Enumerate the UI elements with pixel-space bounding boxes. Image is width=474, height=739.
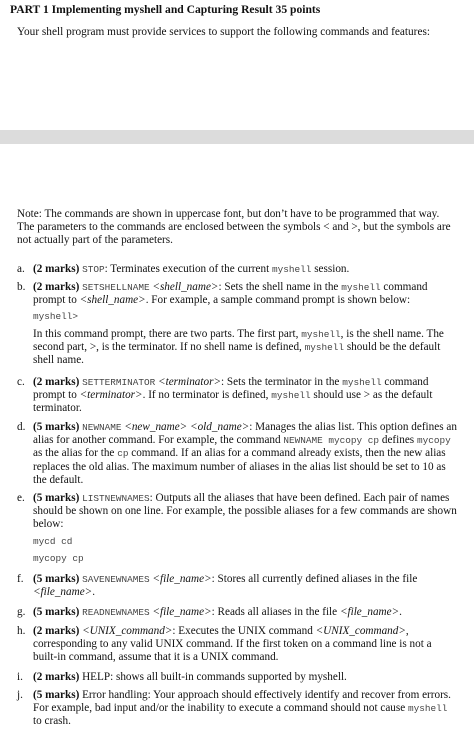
command-argument: <UNIX_command> <box>315 625 406 637</box>
page-title: PART 1 Implementing myshell and Capturing Result 35 points <box>10 3 321 16</box>
item-text: In this command prompt, there are two parts. The first part, <box>33 327 302 340</box>
item-marks: (5 marks) <box>33 492 80 504</box>
inline-code: myshell <box>341 282 381 293</box>
inline-code: myshell <box>304 341 345 353</box>
item-text: command. If an alias for a command already exists, then the new alias replaces the old alias. The maximum number of aliases in the alias list should be set to 10 as the default. <box>33 447 446 486</box>
item-marker: f. <box>17 573 24 585</box>
inline-code: myshell <box>301 328 341 340</box>
command-argument: <file_name> <box>33 586 93 599</box>
item-text: to crash. <box>33 715 71 728</box>
item-paragraph <box>33 328 457 368</box>
item-text: : Stores all currently defined aliases in the file <box>211 573 418 585</box>
list-item-g <box>17 606 457 619</box>
command-argument: <terminator> <box>79 389 143 402</box>
intro-text: Your shell program must provide services to support the following commands and features: <box>17 26 430 38</box>
code-example: mycd cd <box>33 535 73 547</box>
item-text: as the alias for the <box>33 447 118 460</box>
command-name: NEWNAME <box>82 422 122 433</box>
item-text: . For example, a sample command prompt is shown below: <box>145 294 411 307</box>
item-marks: (2 marks) <box>33 671 80 683</box>
item-text: : Terminates execution of the current <box>104 263 272 275</box>
item-marks: (2 marks) <box>33 263 80 275</box>
item-text: , corresponding to any valid UNIX command. If the first token on a command line is not a built-in command, assume that it is a UNIX command. <box>33 625 432 664</box>
inline-code: myshell <box>408 703 448 715</box>
item-text: session. <box>311 263 350 275</box>
command-name: STOP <box>82 264 105 275</box>
item-text: : Sets the shell name in the <box>218 281 342 293</box>
item-text: : Sets the terminator in the <box>221 376 343 388</box>
inline-code: mycopy <box>416 435 451 447</box>
inline-code: NEWNAME mycopy cp <box>283 435 380 447</box>
item-marker: a. <box>17 263 25 275</box>
item-text: should use > as the default terminator. <box>33 389 433 415</box>
command-name: SETTERMINATOR <box>82 377 156 388</box>
command-argument: <terminator> <box>158 376 221 388</box>
command-argument: <new_name> <box>124 421 188 433</box>
list-item-h <box>17 625 457 665</box>
divider-band <box>0 130 474 144</box>
item-text: . If no terminator is defined, <box>142 389 272 402</box>
item-marks: (5 marks) <box>33 606 80 618</box>
command-argument: <UNIX_command> <box>82 625 173 637</box>
command-argument: <file_name> <box>152 573 212 585</box>
item-marks: (2 marks) <box>33 376 80 388</box>
item-text: should be the default shell name. <box>33 340 441 367</box>
list-item-b <box>17 281 457 367</box>
list-item-e <box>17 492 457 569</box>
list-item-c <box>17 376 457 416</box>
command-argument: <file_name> <box>339 606 400 618</box>
item-marks: (2 marks) <box>33 281 80 293</box>
item-text: , is the shell name. The second part, >, is the terminator. If no shell name is defined, <box>33 327 444 353</box>
command-argument: <shell_name> <box>79 294 146 307</box>
list-item-j <box>17 689 457 729</box>
list-item-a <box>17 263 457 276</box>
item-text: : Outputs all the aliases that have been defined. Each pair of names should be shown on one line. For example, the possible aliases for a few commands are shown below: <box>33 492 457 531</box>
item-text: HELP: shows all built-in commands supported by myshell. <box>79 671 347 683</box>
command-argument: <file_name> <box>152 606 212 618</box>
item-text: : Manages the alias list. This option defines an alias for another command. For example, the command <box>33 421 457 447</box>
item-marks: (2 marks) <box>33 625 80 637</box>
item-marks: (5 marks) <box>33 689 80 701</box>
item-text: : Reads all aliases in the file <box>211 606 340 618</box>
list-item-f <box>17 573 457 599</box>
item-text: command prompt to <box>33 281 428 307</box>
item-marker: c. <box>17 376 25 388</box>
command-name: SETSHELLNAME <box>82 282 150 293</box>
item-text: . <box>399 606 402 618</box>
code-example: myshell> <box>33 311 79 323</box>
note-paragraph: Note: The commands are shown in uppercase font, but don’t have to be programmed that way. The parameters to the commands are enclosed between the symbols < and >, but the symbols are not actually part of the parameters. <box>17 208 451 247</box>
item-text: command prompt to <box>33 376 429 402</box>
item-text: defines <box>379 434 417 447</box>
code-example: mycopy cp <box>33 552 84 564</box>
command-name: READNEWNAMES <box>82 607 150 618</box>
item-text: Error handling: Your approach should effectively identify and recover from errors. For example, bad input and/or the inability to execute a command should not cause <box>33 689 451 715</box>
command-name: LISTNEWNAMES <box>82 493 150 504</box>
item-marks: (5 marks) <box>33 573 80 585</box>
inline-code: myshell <box>271 390 311 402</box>
item-marker: i. <box>17 671 23 683</box>
inline-code: cp <box>117 448 129 460</box>
list-item-i <box>17 671 457 684</box>
item-marker: b. <box>17 281 26 293</box>
command-name: SAVENEWNAMES <box>82 574 150 585</box>
list-item-d <box>17 421 457 487</box>
command-argument: <old_name> <box>190 421 250 433</box>
item-marker: e. <box>17 492 25 504</box>
item-marker: j. <box>17 689 23 701</box>
item-marker: h. <box>17 625 26 637</box>
inline-code: myshell <box>272 264 312 275</box>
item-marker: d. <box>17 421 26 433</box>
command-argument: <shell_name> <box>152 281 219 293</box>
item-text: . <box>92 586 96 599</box>
item-marker: g. <box>17 606 26 618</box>
item-marks: (5 marks) <box>33 421 80 433</box>
item-text: : Executes the UNIX command <box>172 625 316 637</box>
inline-code: myshell <box>342 377 382 388</box>
